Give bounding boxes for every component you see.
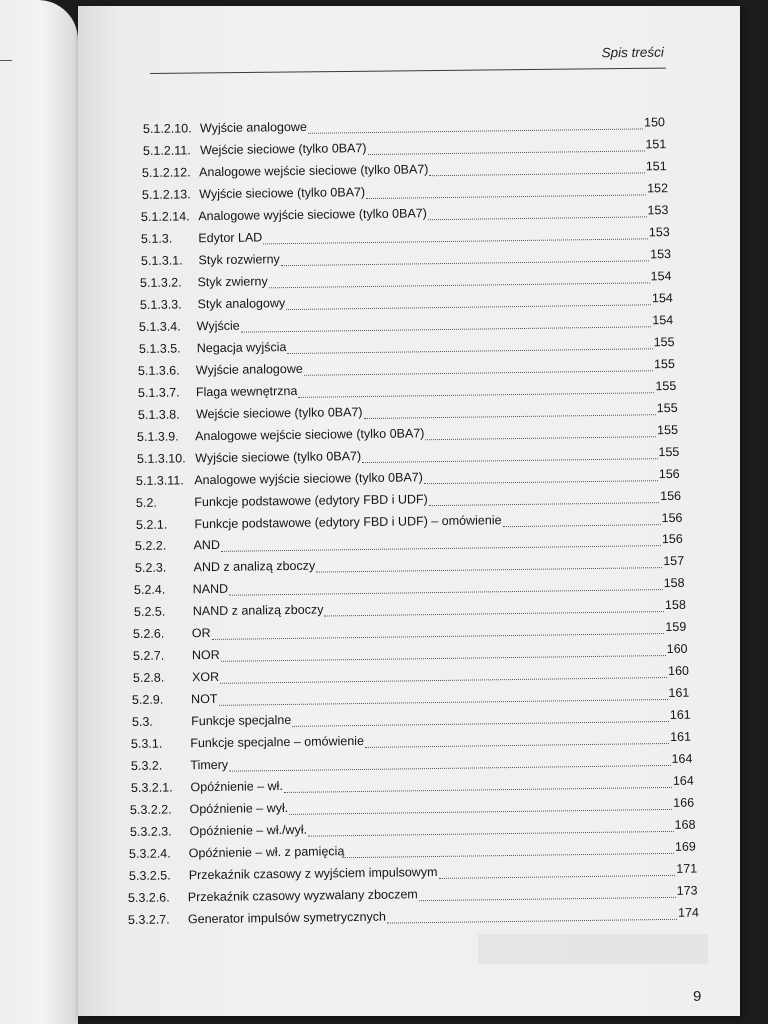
toc-entry	[128, 906, 699, 931]
toc-entry-title: Wyjście sieciowe (tylko 0BA7)	[198, 184, 365, 202]
toc-entry	[137, 444, 680, 469]
toc-entry-number: 5.1.2.11.	[142, 143, 191, 158]
toc-leader-dots	[219, 698, 668, 706]
toc-entry-number: 5.1.2.10.	[142, 121, 192, 136]
toc-entry-number: 5.2.4.	[134, 582, 166, 598]
toc-leader-dots	[346, 852, 675, 858]
toc-entry-number: 5.2.1.	[135, 517, 167, 532]
toc-entry-number: 5.3.2.5.	[128, 868, 171, 884]
toc-entry-number: 5.1.3.3.	[139, 297, 182, 312]
toc-leader-dots	[426, 435, 657, 440]
toc-leader-dots	[419, 896, 676, 901]
toc-entry-title: Flaga wewnętrzna	[195, 383, 298, 399]
toc-leader-dots	[362, 457, 657, 463]
toc-entry-page: 155	[656, 400, 678, 415]
toc-entry-number: 5.3.2.3.	[129, 824, 172, 840]
toc-entry	[143, 115, 665, 140]
toc-leader-dots	[212, 632, 665, 640]
toc-leader-dots	[430, 171, 645, 176]
toc-entry-title: Timery	[190, 757, 229, 773]
toc-entry-page: 155	[658, 444, 680, 459]
toc-entry-number: 5.2.9.	[132, 692, 164, 708]
toc-entry-page: 151	[644, 137, 666, 152]
toc-entry-title: Funkcje podstawowe (edytory FBD i UDF)	[194, 491, 428, 509]
toc-entry-title: Analogowe wyjście sieciowe (tylko 0BA7)	[194, 469, 424, 487]
toc-entry	[138, 379, 677, 404]
toc-entry-number: 5.2.	[135, 495, 157, 510]
toc-entry	[136, 488, 681, 513]
toc-entry-title: NOT	[191, 692, 218, 707]
toc-entry-page: 168	[674, 817, 696, 832]
toc-leader-dots	[424, 479, 658, 484]
toc-entry-page: 153	[648, 224, 670, 240]
toc-leader-dots	[241, 325, 652, 332]
toc-entry	[134, 598, 686, 623]
toc-leader-dots	[365, 742, 669, 748]
toc-entry-page: 153	[647, 202, 669, 218]
toc-entry-number: 5.1.3.10.	[136, 450, 186, 466]
toc-entry-title: Wejście sieciowe (tylko 0BA7)	[199, 141, 367, 158]
toc-entry-title: XOR	[191, 670, 219, 685]
toc-entry-page: 157	[662, 554, 684, 569]
toc-leader-dots	[502, 523, 660, 527]
toc-leader-dots	[220, 676, 667, 684]
toc-leader-dots	[367, 149, 644, 155]
toc-leader-dots	[324, 610, 664, 616]
toc-entry	[130, 774, 693, 799]
toc-entry-title: NAND z analizą zboczy	[192, 602, 324, 619]
toc-entry-page: 158	[663, 576, 685, 591]
toc-leader-dots	[363, 413, 655, 419]
toc-entry-title: Przekaźnik czasowy wyzwalany zboczem	[188, 887, 419, 905]
toc-entry	[141, 225, 670, 250]
toc-entry-page: 156	[659, 466, 681, 481]
toc-leader-dots	[283, 786, 671, 793]
toc-entry-title: Wyjście analogowe	[196, 361, 304, 377]
toc-entry-number: 5.2.3.	[134, 561, 167, 576]
toc-entry-number: 5.1.3.5.	[138, 341, 181, 356]
toc-leader-dots	[387, 918, 677, 924]
toc-entry-title: Styk zwierny	[197, 274, 268, 290]
toc-entry-title: Opóźnienie – wł. z pamięcią	[188, 844, 345, 861]
toc-entry-title: Negacja wyjścia	[196, 339, 287, 355]
toc-entry	[133, 620, 686, 645]
toc-entry	[142, 181, 668, 206]
toc-entry-number: 5.2.2.	[134, 539, 167, 554]
toc-entry-title: Funkcje podstawowe (edytory FBD i UDF) – omówienie	[193, 512, 502, 531]
toc-entry-page: 160	[667, 664, 689, 679]
toc-entry-page: 154	[652, 312, 674, 328]
toc-entry-page: 174	[677, 905, 700, 920]
toc-entry-number: 5.1.3.7.	[137, 385, 180, 400]
toc-entry-title: Opóźnienie – wł./wył.	[189, 822, 307, 839]
toc-entry-number: 5.1.2.13.	[141, 187, 191, 202]
toc-entry-number: 5.3.2.	[130, 758, 163, 774]
toc-entry-title: Wyjście	[196, 318, 241, 333]
toc-entry-number: 5.1.3.8.	[137, 407, 180, 422]
toc-entry-number: 5.3.2.1.	[130, 780, 173, 796]
toc-entry	[132, 686, 690, 711]
toc-leader-dots	[298, 391, 654, 398]
toc-entry-page: 152	[646, 181, 668, 196]
toc-entry-page: 160	[666, 642, 688, 657]
toc-entry-page: 164	[671, 751, 693, 767]
toc-entry	[132, 708, 691, 733]
toc-entry-title: Analogowe wyjście sieciowe (tylko 0BA7)	[198, 206, 428, 224]
toc-entry-page: 153	[649, 246, 671, 262]
toc-entry-title: Analogowe wejście sieciowe (tylko 0BA7)	[195, 425, 425, 443]
toc-entry-title: Wyjście analogowe	[199, 119, 307, 136]
toc-entry-title: NOR	[191, 648, 220, 663]
toc-entry-number: 5.3.1.	[131, 736, 163, 752]
toc-entry-title: AND z analizą zboczy	[193, 559, 315, 575]
toc-entry-number: 5.1.3.9.	[137, 429, 179, 444]
toc-entry-number: 5.1.3.1.	[140, 253, 183, 268]
toc-entry	[140, 247, 670, 272]
toc-entry	[131, 752, 693, 777]
toc-leader-dots	[221, 545, 661, 553]
page-header-title: Spis treści	[601, 44, 664, 61]
toc-entry-title: Funkcje specjalne	[190, 713, 292, 729]
toc-entry-page: 169	[675, 839, 697, 854]
toc-entry-title: AND	[193, 538, 221, 553]
toc-entry	[138, 357, 675, 382]
toc-leader-dots	[229, 588, 663, 596]
toc-entry-page: 161	[668, 685, 690, 701]
toc-entry-page: 158	[664, 598, 686, 613]
toc-entry	[132, 664, 688, 689]
toc-entry-number: 5.2.5.	[133, 604, 166, 620]
toc-entry-page: 156	[660, 488, 682, 503]
toc-entry-title: Wyjście sieciowe (tylko 0BA7)	[194, 448, 361, 465]
toc-entry-title: OR	[192, 626, 212, 641]
toc-entry-page: 155	[654, 356, 676, 371]
toc-entry-title: Wejście sieciowe (tylko 0BA7)	[195, 404, 363, 421]
toc-entry	[135, 554, 684, 579]
toc-entry	[129, 862, 697, 887]
toc-entry-page: 155	[655, 378, 677, 393]
toc-entry-title: Opóźnienie – wył.	[189, 801, 289, 817]
toc-entry-title: Styk analogowy	[197, 295, 285, 312]
toc-entry	[130, 796, 694, 821]
page-number: 9	[693, 988, 702, 1005]
toc-entry	[142, 159, 667, 184]
toc-entry	[140, 269, 672, 294]
toc-entry-page: 161	[670, 729, 692, 745]
toc-entry-page: 164	[672, 773, 694, 789]
toc-entry	[129, 840, 696, 865]
toc-entry	[139, 313, 673, 338]
toc-entry	[135, 532, 683, 557]
toc-entry-number: 5.1.3.2.	[139, 275, 182, 290]
toc-leader-dots	[308, 127, 643, 133]
toc-entry-number: 5.3.2.7.	[127, 912, 170, 927]
toc-leader-dots	[280, 259, 649, 266]
toc-entry-page: 156	[660, 510, 683, 525]
toc-entry	[140, 291, 673, 316]
toc-entry-title: NAND	[192, 582, 229, 597]
toc-entry-number: 5.3.2.6.	[128, 890, 171, 906]
toc-leader-dots	[428, 215, 647, 220]
toc-entry-number: 5.2.8.	[132, 670, 164, 686]
toc-entry-number: 5.1.2.12.	[142, 165, 191, 180]
toc-entry-title: Edytor LAD	[198, 230, 263, 246]
toc-entry-page: 161	[669, 707, 691, 723]
toc-entry-number: 5.2.7.	[132, 648, 165, 664]
toc-entry-title: Styk rozwierny	[197, 252, 280, 268]
toc-entry	[131, 730, 691, 755]
toc-entry	[139, 335, 675, 360]
toc-leader-dots	[304, 369, 653, 376]
toc-leader-dots	[229, 764, 670, 772]
toc-entry	[141, 203, 669, 228]
toc-entry-number: 5.1.3.	[140, 231, 173, 246]
toc-entry	[128, 884, 698, 909]
toc-entry-title: Przekaźnik czasowy z wyjściem impulsowym	[188, 865, 438, 883]
toc-entry-number: 5.1.3.11.	[136, 472, 185, 488]
toc-entry-title: Funkcje specjalne – omówienie	[190, 734, 365, 751]
toc-entry	[134, 576, 685, 601]
toc-entry	[137, 423, 678, 448]
tape-shadow	[478, 934, 708, 964]
toc-entry-title: Analogowe wejście sieciowe (tylko 0BA7)	[199, 162, 429, 180]
toc-entry-number: 5.3.	[131, 714, 153, 730]
toc-leader-dots	[289, 808, 672, 815]
toc-entry-title: Opóźnienie – wł.	[189, 779, 283, 795]
toc-entry-page: 156	[661, 532, 683, 547]
toc-entry-page: 154	[651, 290, 673, 306]
toc-leader-dots	[221, 654, 666, 662]
toc-entry-number: 5.3.2.2.	[129, 802, 172, 818]
toc-leader-dots	[308, 830, 674, 837]
toc-leader-dots	[287, 347, 652, 354]
toc-entry-number: 5.1.2.14.	[141, 209, 191, 224]
toc-leader-dots	[438, 874, 675, 879]
toc-entry-page: 155	[657, 422, 679, 437]
toc-entry-page: 154	[650, 268, 672, 284]
toc-leader-dots	[263, 237, 648, 244]
toc-entry	[137, 401, 677, 426]
toc-leader-dots	[316, 567, 662, 574]
toc-entry-page: 159	[665, 620, 687, 635]
toc-entry-number: 5.1.3.6.	[138, 363, 181, 378]
toc-entry-page: 171	[676, 861, 698, 876]
toc-entry-number: 5.3.2.4.	[129, 846, 172, 862]
toc-entry	[142, 137, 666, 162]
toc-entry	[135, 510, 682, 535]
toc-entry-page: 173	[677, 883, 699, 898]
toc-entry-page: 166	[673, 795, 695, 811]
toc-entry-page: 155	[653, 334, 675, 349]
toc-entry-number: 5.2.6.	[133, 626, 165, 642]
toc-entry	[133, 642, 688, 667]
toc-leader-dots	[286, 303, 651, 310]
toc-entry-page: 150	[643, 115, 666, 130]
toc-leader-dots	[366, 193, 646, 199]
toc-entry-page: 151	[645, 159, 667, 174]
toc-leader-dots	[429, 501, 659, 506]
toc-entry	[136, 466, 680, 491]
toc-entry	[130, 818, 696, 843]
toc-entry-title: Generator impulsów symetrycznych	[187, 909, 387, 927]
toc-leader-dots	[269, 281, 650, 288]
toc-leader-dots	[292, 720, 669, 727]
toc-entry-number: 5.1.3.4.	[139, 319, 182, 334]
